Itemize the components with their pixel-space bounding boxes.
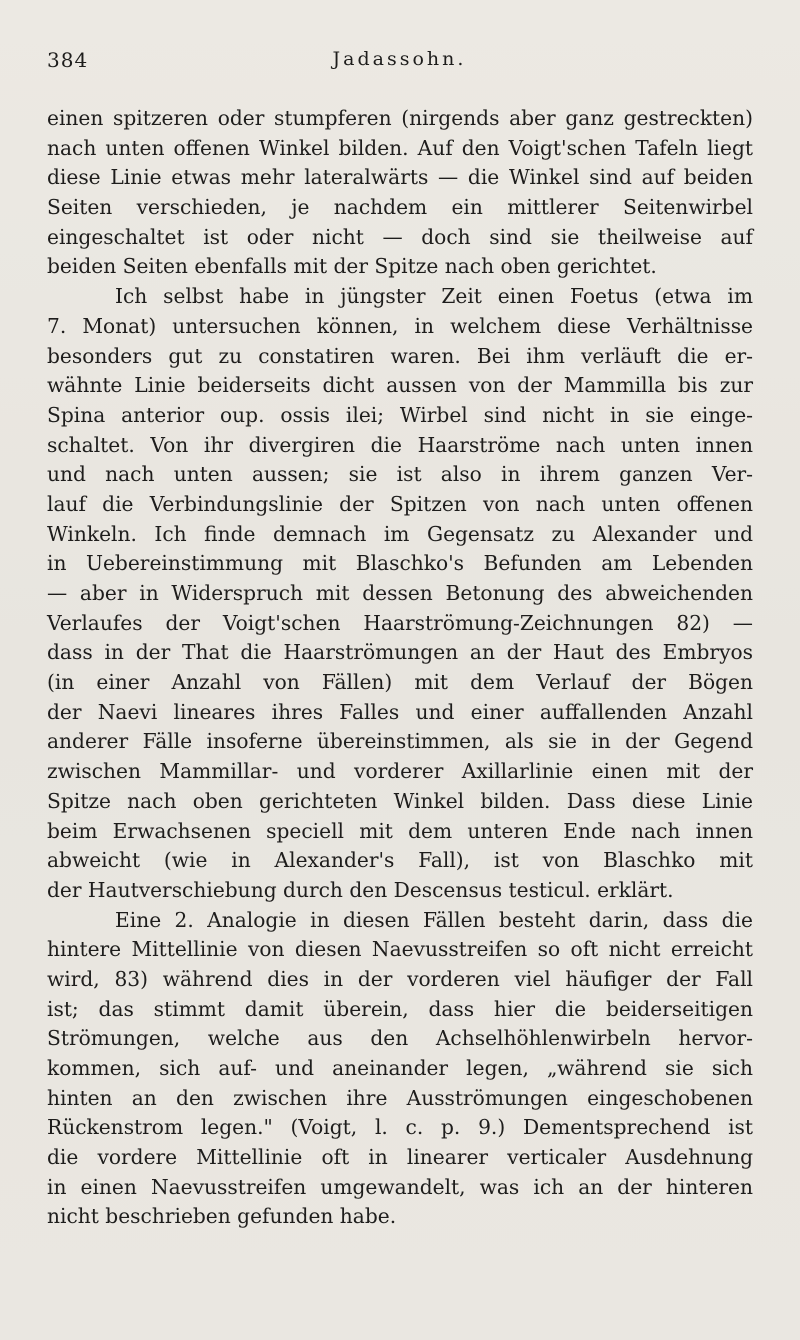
text-line: in Uebereinstimmung mit Blaschko's Befunden am Lebenden [47,551,753,576]
page-header [47,48,752,76]
text-line: Rückenstrom legen." (Voigt, l. c. p. 9.) Dementsprechend ist [47,1115,753,1140]
text-line: abweicht (wie in Alexander's Fall), ist von Blaschko mit [47,848,753,873]
text-line: wird, 83) während dies in der vorderen viel häufiger der Fall [47,966,753,991]
text-line: hinten an den zwischen ihre Ausströmungen eingeschobenen [47,1085,753,1110]
text-line: schaltet. Von ihr divergiren die Haarströme nach unten innen [47,432,753,457]
text-line: lauf die Verbindungslinie der Spitzen von nach unten offenen [47,491,753,516]
text-line: Spina anterior oup. ossis ilei; Wirbel sind nicht in sie einge- [47,402,753,427]
text-line: — aber in Widerspruch mit dessen Betonung des abweichenden [47,581,753,605]
text-line: wähnte Linie beiderseits dicht aussen von der Mammilla bis zur [47,373,753,398]
text-line: eingeschaltet ist oder nicht — doch sind sie theilweise auf [47,224,753,249]
text-line: anderer Fälle insoferne übereinstimmen, als sie in der Gegend [47,729,753,754]
text-line: hintere Mittellinie von diesen Naevusstreifen so oft nicht erreicht [47,937,753,962]
body-text [47,104,753,1232]
text-line: Seiten verschieden, je nachdem ein mittlerer Seitenwirbel [47,195,753,220]
text-line: die vordere Mittellinie oft in linearer verticaler Ausdehnung [47,1145,753,1170]
text-line: der Naevi lineares ihres Falles und einer auffallenden Anzahl [47,699,753,724]
text-line: Ich selbst habe in jüngster Zeit einen Foetus (etwa im [115,284,753,309]
text-line: Winkeln. Ich finde demnach im Gegensatz zu Alexander und [47,521,753,546]
page-number: 384 [47,48,89,72]
text-line: zwischen Mammillar- und vorderer Axillarlinie einen mit der [47,759,753,784]
text-line: Eine 2. Analogie in diesen Fällen besteht darin, dass die [115,907,753,932]
text-line: Strömungen, welche aus den Achselhöhlenwirbeln hervor- [47,1026,753,1051]
text-line: einen spitzeren oder stumpferen (nirgends aber ganz gestreckten) [47,106,753,130]
text-line: diese Linie etwas mehr lateralwärts — die Winkel sind auf beiden [47,165,753,190]
running-head: Jadassohn. [332,48,467,70]
text-line: in einen Naevusstreifen umgewandelt, was ich an der hinteren [47,1174,753,1199]
text-line: (in einer Anzahl von Fällen) mit dem Verlauf der Bögen [47,670,753,695]
text-line: ist; das stimmt damit überein, dass hier die beiderseitigen [47,996,753,1021]
text-line: nicht beschrieben gefunden habe. [47,1204,397,1229]
text-line: und nach unten aussen; sie ist also in ihrem ganzen Ver- [47,462,753,487]
text-line: besonders gut zu constatiren waren. Bei ihm verläuft die er- [47,343,753,368]
text-line: beiden Seiten ebenfalls mit der Spitze nach oben gerichtet. [47,254,657,279]
text-line: der Hautverschiebung durch den Descensus testicul. erklärt. [47,877,674,902]
text-line: Spitze nach oben gerichteten Winkel bilden. Dass diese Linie [47,788,753,813]
text-line: beim Erwachsenen speciell mit dem unteren Ende nach innen [47,818,753,843]
text-line: nach unten offenen Winkel bilden. Auf den Voigt'schen Tafeln liegt [47,135,753,160]
text-line: kommen, sich auf- und aneinander legen, „während sie sich [47,1056,753,1080]
text-line: Verlaufes der Voigt'schen Haarströmung-Zeichnungen 82) — [47,610,753,635]
text-line: 7. Monat) untersuchen können, in welchem diese Verhältnisse [47,313,753,338]
text-line: dass in der That die Haarströmungen an der Haut des Embryos [47,640,753,665]
